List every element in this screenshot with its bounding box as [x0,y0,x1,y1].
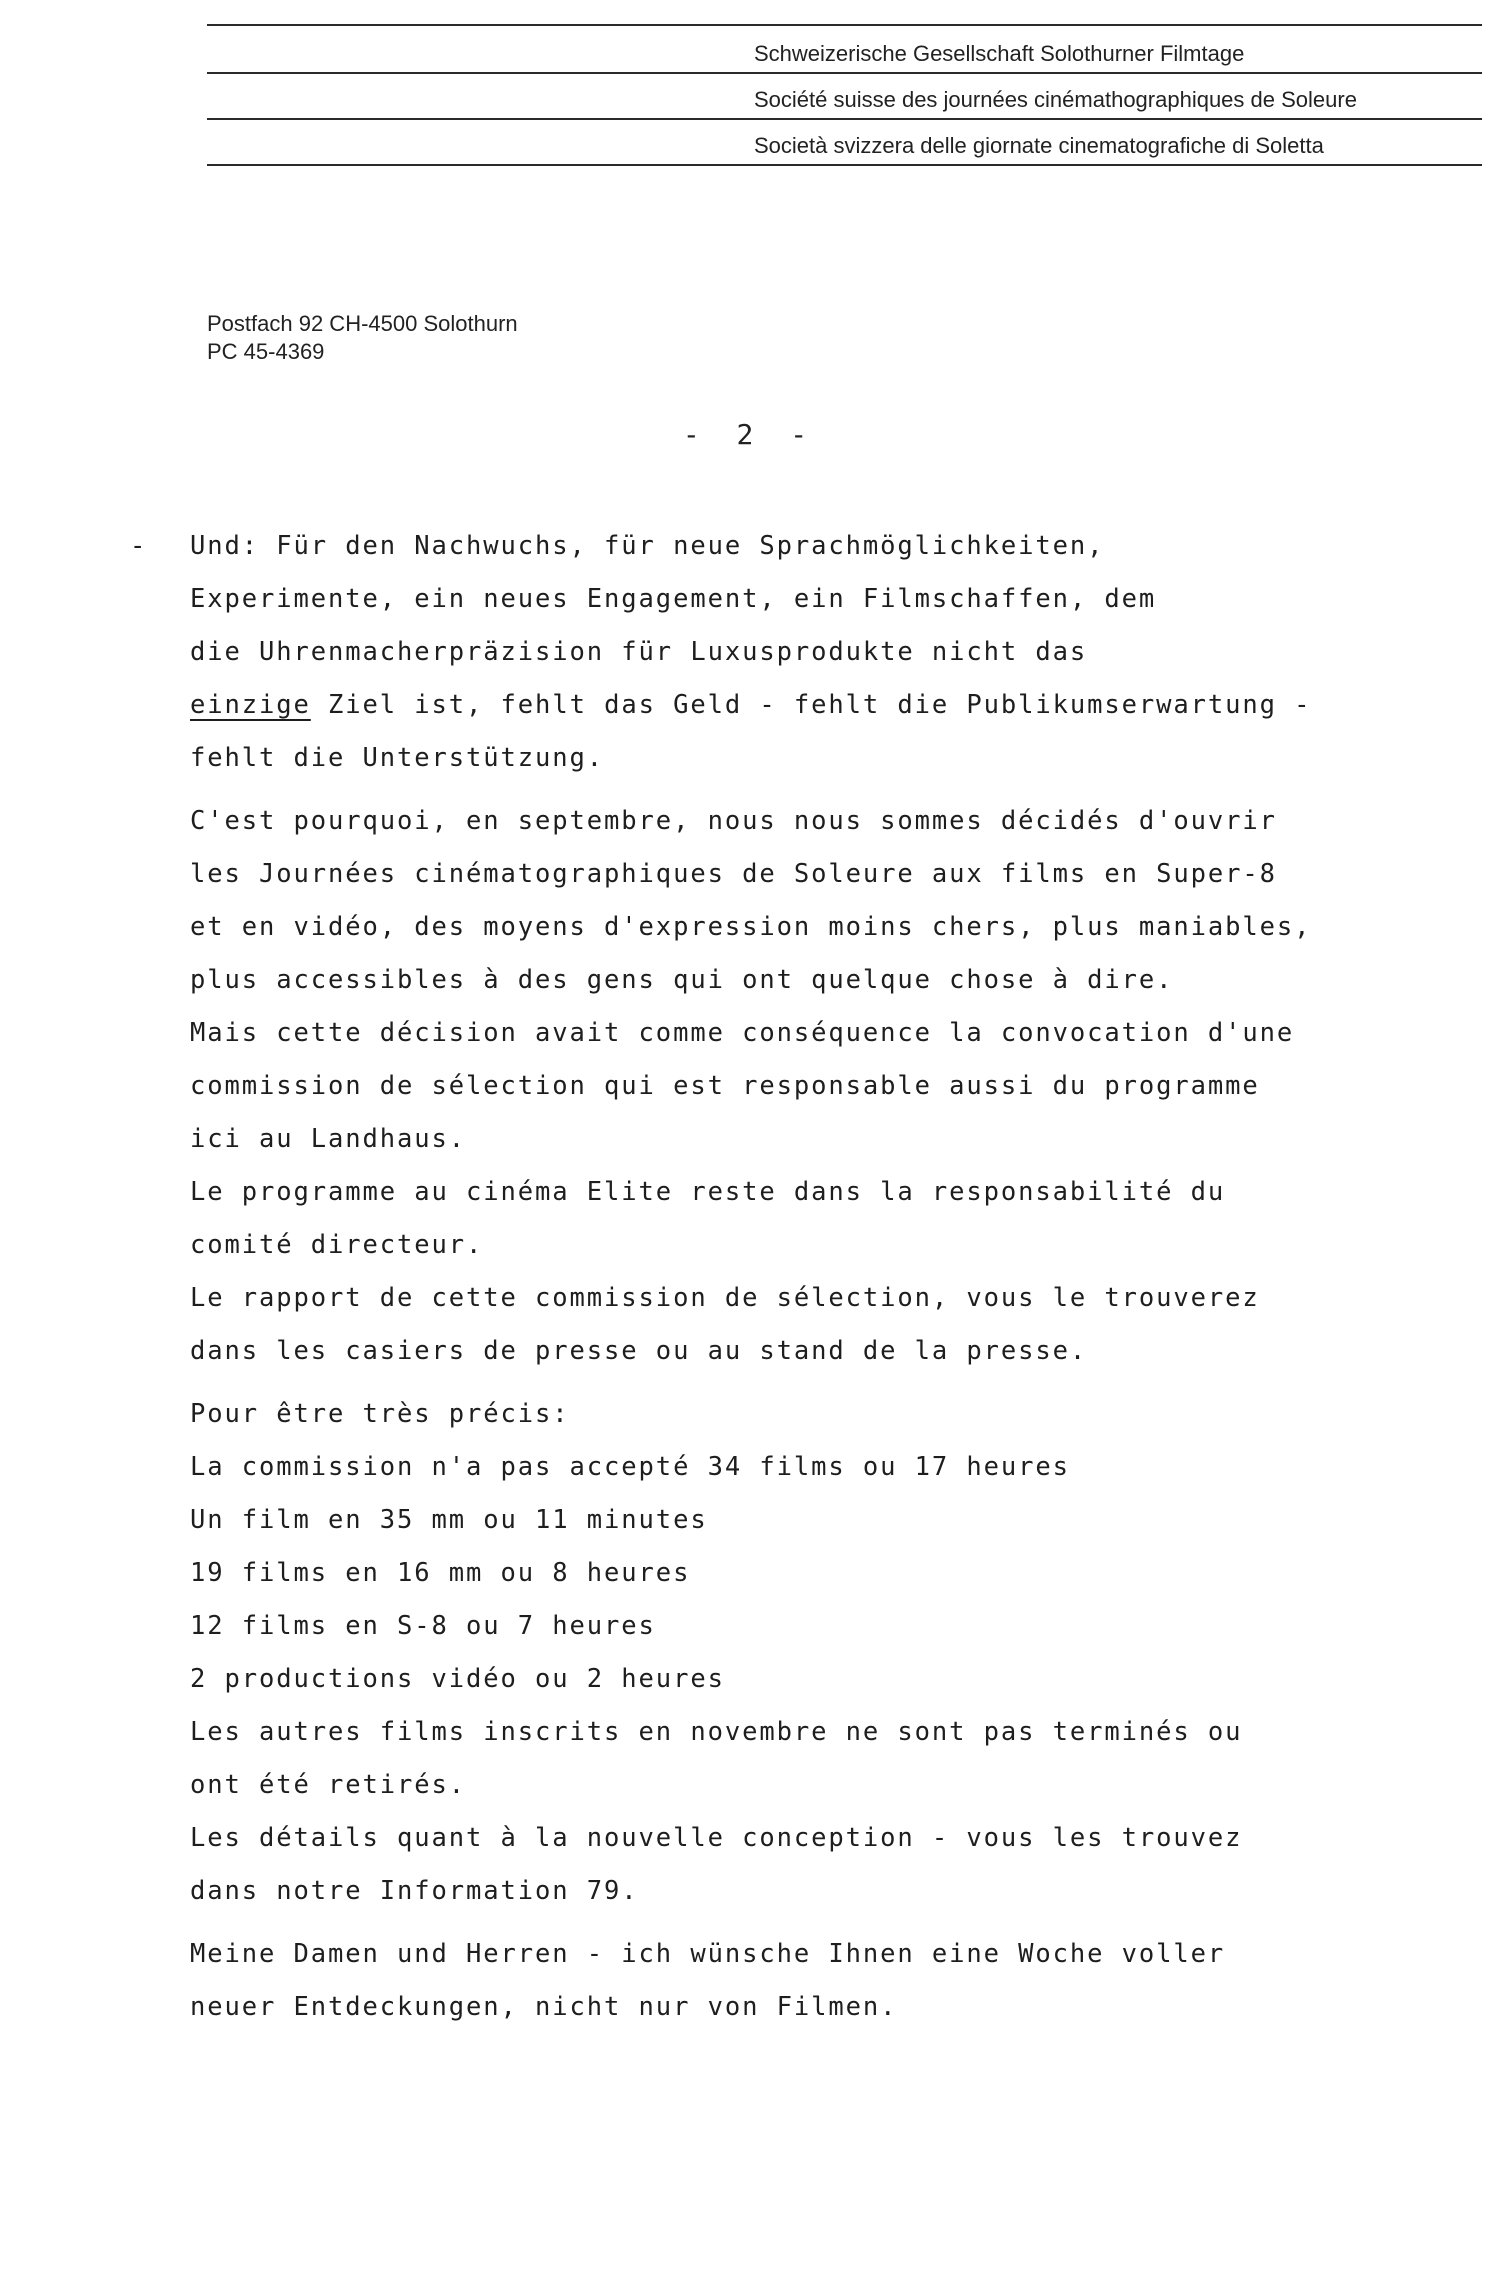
paragraph-german-closing [130,1928,1470,2034]
text-line: 12 films en S-8 ou 7 heures [190,1611,656,1641]
text-line: ici au Landhaus. [190,1124,467,1154]
text-line: Mais cette décision avait comme conséquence la convocation d'une [190,1018,1295,1048]
address-postbox-line: Postfach 92 CH-4500 Solothurn [207,311,518,336]
text-line: fehlt die Unterstützung. [190,743,605,773]
text-line: 2 productions vidéo ou 2 heures [190,1664,725,1694]
text-line: dans notre Information 79. [190,1876,639,1906]
text-line: les Journées cinématographiques de Soleure aux films en Super-8 [190,859,1277,889]
text-line: die Uhrenmacherpräzision für Luxusprodukte nicht das [190,637,1088,667]
text-line: plus accessibles à des gens qui ont quelque chose à dire. [190,965,1174,995]
page-number: - 2 - [682,418,818,451]
text-line: neuer Entdeckungen, nicht nur von Filmen. [190,1992,898,2022]
text-line: Pour être très précis: [190,1399,570,1429]
text-line: Le programme au cinéma Elite reste dans la responsabilité du [190,1177,1226,1207]
letterhead-line-german: Schweizerische Gesellschaft Solothurner Filmtage [754,41,1245,66]
letterhead-line-french: Société suisse des journées cinémathographiques de Soleure [754,87,1357,112]
letterhead-rule [207,164,1482,166]
text-line: commission de sélection qui est responsable aussi du programme [190,1071,1260,1101]
underlined-word: einzige [190,690,311,720]
text-line: Le rapport de cette commission de sélection, vous le trouverez [190,1283,1260,1313]
text-line: Les autres films inscrits en novembre ne sont pas terminés ou [190,1717,1243,1747]
text-line: C'est pourquoi, en septembre, nous nous sommes décidés d'ouvrir [190,806,1277,836]
letterhead [207,24,1482,166]
letter-body [130,520,1470,2034]
text-line: La commission n'a pas accepté 34 films ou 17 heures [190,1452,1070,1482]
text-line: einzige Ziel ist, fehlt das Geld - fehlt die Publikumserwartung - [190,690,1312,720]
paragraph-french-statistics [130,1388,1470,1918]
text-line: dans les casiers de presse ou au stand de la presse. [190,1336,1088,1366]
list-dash: - [130,531,148,561]
text-line: 19 films en 16 mm ou 8 heures [190,1558,691,1588]
address-postal-account-line: PC 45-4369 [207,339,325,364]
text-line: Un film en 35 mm ou 11 minutes [190,1505,708,1535]
paragraph-french-decision [130,795,1470,1378]
text-line: Experimente, ein neues Engagement, ein Filmschaffen, dem [190,584,1157,614]
paragraph-german-intro [130,520,1470,785]
postal-address [207,310,518,366]
text-line: comité directeur. [190,1230,484,1260]
letterhead-line-italian: Società svizzera delle giornate cinematografiche di Soletta [754,133,1324,158]
text-line: ont été retirés. [190,1770,467,1800]
text-line: - Und: Für den Nachwuchs, für neue Sprachmöglichkeiten, [130,520,1470,573]
text-line: Les détails quant à la nouvelle conception - vous les trouvez [190,1823,1243,1853]
text-line: Meine Damen und Herren - ich wünsche Ihnen eine Woche voller [190,1939,1226,1969]
text-line: et en vidéo, des moyens d'expression moins chers, plus maniables, [190,912,1312,942]
